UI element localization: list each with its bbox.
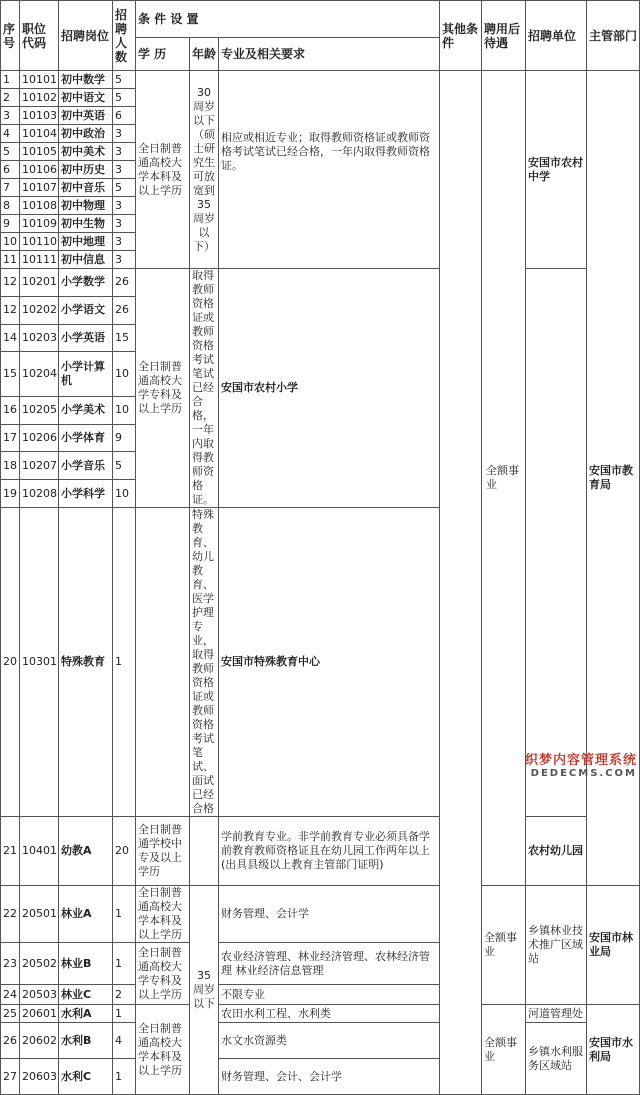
seq-cell: 14: [1, 324, 20, 352]
seq-cell: 18: [1, 452, 20, 480]
header-conditions: 条 件 设 置: [136, 1, 440, 38]
code-cell: 10110: [20, 233, 59, 251]
dept-cell: 安国市林业局: [587, 886, 640, 1005]
age-cell: 30周岁以下（硕士研究生可放宽到35周岁以下）: [190, 71, 219, 269]
count-cell: 5: [113, 179, 136, 197]
major-cell: 取得教师资格证或教师资格考试笔试已经合格，一年内取得教师资格证。: [190, 269, 219, 508]
seq-cell: 2: [1, 89, 20, 107]
header-education: 学 历: [136, 38, 190, 71]
code-cell: 20601: [20, 1005, 59, 1023]
post-cell: 小学美术: [59, 396, 113, 424]
seq-cell: 10: [1, 233, 20, 251]
count-cell: 1: [113, 886, 136, 943]
count-cell: 4: [113, 1023, 136, 1059]
count-cell: 5: [113, 452, 136, 480]
header-code: 职位代码: [20, 1, 59, 71]
seq-cell: 1: [1, 71, 20, 89]
seq-cell: 21: [1, 817, 20, 886]
count-cell: 2: [113, 985, 136, 1005]
post-cell: 小学科学: [59, 480, 113, 508]
education-cell: [136, 508, 190, 817]
treatment-cell: 全额事业: [482, 1005, 526, 1095]
seq-cell: 27: [1, 1059, 20, 1095]
header-age: 年龄: [190, 38, 219, 71]
post-cell: 初中英语: [59, 107, 113, 125]
code-cell: 10207: [20, 452, 59, 480]
count-cell: 10: [113, 480, 136, 508]
count-cell: 9: [113, 424, 136, 452]
age-cell: 35周岁以下: [190, 886, 219, 1095]
code-cell: 10108: [20, 197, 59, 215]
other-conditions-cell: [440, 71, 482, 1095]
unit-cell: 安国市农村中学: [526, 71, 587, 269]
education-cell: 全日制普通高校大学本科及以上学历: [136, 71, 190, 269]
code-cell: 10102: [20, 89, 59, 107]
count-cell: 3: [113, 251, 136, 269]
major-cell: 财务管理、会计、会计学: [219, 1059, 440, 1095]
count-cell: 26: [113, 296, 136, 324]
code-cell: 10109: [20, 215, 59, 233]
table-row: [1, 1023, 640, 1059]
unit-cell: 农村幼儿园: [526, 817, 587, 886]
seq-cell: 25: [1, 1005, 20, 1023]
dept-cell: 安国市水利局: [587, 1005, 640, 1095]
table-row: [1, 1005, 640, 1023]
count-cell: 3: [113, 233, 136, 251]
post-cell: 初中数学: [59, 71, 113, 89]
count-cell: 5: [113, 89, 136, 107]
header-major: 专业及相关要求: [219, 38, 440, 71]
post-cell: 特殊教育: [59, 508, 113, 817]
code-cell: 10208: [20, 480, 59, 508]
code-cell: 20501: [20, 886, 59, 943]
count-cell: 26: [113, 269, 136, 297]
header-unit: 招聘单位: [526, 1, 587, 71]
code-cell: 10107: [20, 179, 59, 197]
seq-cell: 11: [1, 251, 20, 269]
code-cell: 10203: [20, 324, 59, 352]
seq-cell: 22: [1, 886, 20, 943]
code-cell: 20602: [20, 1023, 59, 1059]
seq-cell: 26: [1, 1023, 20, 1059]
education-cell: 全日制普通高校大学本科及以上学历: [136, 1005, 190, 1095]
count-cell: 3: [113, 125, 136, 143]
code-cell: 10103: [20, 107, 59, 125]
header-row: [1, 1, 640, 38]
unit-cell: 河道管理处: [526, 1005, 587, 1023]
code-cell: 10206: [20, 424, 59, 452]
post-cell: 初中生物: [59, 215, 113, 233]
seq-cell: 12: [1, 296, 20, 324]
unit-cell: 安国市农村小学: [219, 269, 440, 508]
major-cell: 水文水资源类: [219, 1023, 440, 1059]
major-cell: 学前教育专业。非学前教育专业必须具备学前教育教师资格证且在幼儿园工作两年以上(出具县级以上教育主管部门证明): [219, 817, 440, 886]
table-row: [1, 269, 640, 297]
count-cell: 10: [113, 396, 136, 424]
post-cell: 初中美术: [59, 143, 113, 161]
seq-cell: 3: [1, 107, 20, 125]
post-cell: 林业C: [59, 985, 113, 1005]
post-cell: 初中音乐: [59, 179, 113, 197]
age-cell: [190, 817, 219, 886]
seq-cell: 5: [1, 143, 20, 161]
unit-cell: 安国市特殊教育中心: [219, 508, 440, 817]
count-cell: 3: [113, 161, 136, 179]
count-cell: 3: [113, 143, 136, 161]
seq-cell: 9: [1, 215, 20, 233]
post-cell: 小学语文: [59, 296, 113, 324]
post-cell: 林业B: [59, 943, 113, 985]
major-cell: 财务管理、会计学: [219, 886, 440, 943]
education-cell: 全日制普通高校大学本科及以上学历: [136, 886, 190, 943]
code-cell: 10205: [20, 396, 59, 424]
seq-cell: 12: [1, 269, 20, 297]
post-cell: 小学英语: [59, 324, 113, 352]
header-treatment: 聘用后待遇: [482, 1, 526, 71]
seq-cell: 19: [1, 480, 20, 508]
code-cell: 10201: [20, 269, 59, 297]
header-seq: 序号: [1, 1, 20, 71]
count-cell: 6: [113, 107, 136, 125]
post-cell: 小学体育: [59, 424, 113, 452]
count-cell: 1: [113, 1059, 136, 1095]
code-cell: 10204: [20, 352, 59, 397]
seq-cell: 6: [1, 161, 20, 179]
seq-cell: 8: [1, 197, 20, 215]
watermark-url: DEDECMS.COM: [530, 768, 637, 779]
count-cell: 1: [113, 508, 136, 817]
code-cell: 10106: [20, 161, 59, 179]
seq-cell: 23: [1, 943, 20, 985]
code-cell: 20603: [20, 1059, 59, 1095]
watermark: [525, 749, 637, 779]
table-row: [1, 886, 640, 943]
post-cell: 水利A: [59, 1005, 113, 1023]
seq-cell: 16: [1, 396, 20, 424]
code-cell: 20503: [20, 985, 59, 1005]
education-cell: 全日制普通高校大学专科及以上学历: [136, 943, 190, 1005]
code-cell: 10105: [20, 143, 59, 161]
seq-cell: 15: [1, 352, 20, 397]
count-cell: 10: [113, 352, 136, 397]
code-cell: 10104: [20, 125, 59, 143]
header-post: 招聘岗位: [59, 1, 113, 71]
post-cell: 初中地理: [59, 233, 113, 251]
dept-cell: 安国市教育局: [587, 71, 640, 886]
seq-cell: 7: [1, 179, 20, 197]
treatment-cell: 全额事业: [482, 886, 526, 1005]
post-cell: 水利B: [59, 1023, 113, 1059]
education-cell: 全日制普通学校中专及以上学历: [136, 817, 190, 886]
watermark-title: 织梦内容管理系统: [524, 753, 637, 768]
post-cell: 幼教A: [59, 817, 113, 886]
seq-cell: 4: [1, 125, 20, 143]
major-cell: 农田水利工程、水利类: [219, 1005, 440, 1023]
major-cell: 特殊教育、幼儿教育、医学护理专业，取得教师资格证或教师资格考试笔试、面试已经合格: [190, 508, 219, 817]
code-cell: 10101: [20, 71, 59, 89]
seq-cell: 17: [1, 424, 20, 452]
header-dept: 主管部门: [587, 1, 640, 71]
post-cell: 小学数学: [59, 269, 113, 297]
unit-cell: 乡镇林业技术推广区域站: [526, 886, 587, 1005]
education-cell: 全日制普通高校大学专科及以上学历: [136, 269, 190, 508]
treatment-cell: 全额事业: [482, 71, 526, 886]
post-cell: 初中物理: [59, 197, 113, 215]
post-cell: 林业A: [59, 886, 113, 943]
major-cell: 不限专业: [219, 985, 440, 1005]
post-cell: 初中政治: [59, 125, 113, 143]
count-cell: 20: [113, 817, 136, 886]
post-cell: 初中语文: [59, 89, 113, 107]
post-cell: 初中历史: [59, 161, 113, 179]
post-cell: 小学音乐: [59, 452, 113, 480]
count-cell: 3: [113, 197, 136, 215]
count-cell: 1: [113, 1005, 136, 1023]
major-cell: 农业经济管理、林业经济管理、农林经济管理 林业经济信息管理: [219, 943, 440, 985]
unit-cell: 乡镇水利服务区域站: [526, 1023, 587, 1095]
major-cell: 相应或相近专业；取得教师资格证或教师资格考试笔试已经合格，一年内取得教师资格证。: [219, 71, 440, 269]
code-cell: 10301: [20, 508, 59, 817]
header-other: 其他条件: [440, 1, 482, 71]
seq-cell: 20: [1, 508, 20, 817]
post-cell: 初中信息: [59, 251, 113, 269]
count-cell: 15: [113, 324, 136, 352]
post-cell: 水利C: [59, 1059, 113, 1095]
count-cell: 3: [113, 215, 136, 233]
header-count: 招聘人数: [113, 1, 136, 71]
seq-cell: 24: [1, 985, 20, 1005]
post-cell: 小学计算机: [59, 352, 113, 397]
code-cell: 10111: [20, 251, 59, 269]
code-cell: 20502: [20, 943, 59, 985]
code-cell: 10401: [20, 817, 59, 886]
count-cell: 5: [113, 71, 136, 89]
table-row: [1, 817, 640, 886]
table-row: [1, 71, 640, 89]
count-cell: 1: [113, 943, 136, 985]
code-cell: 10202: [20, 296, 59, 324]
